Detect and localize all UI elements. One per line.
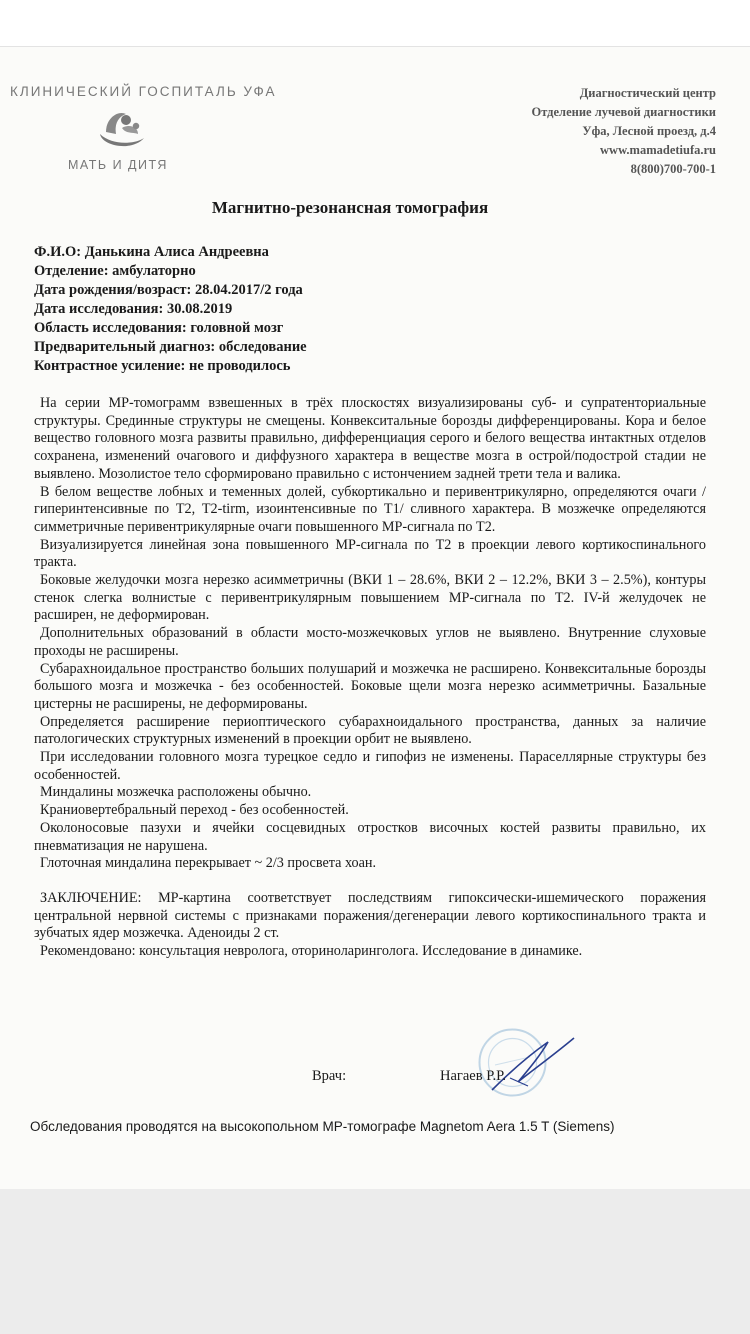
recommendation: Рекомендовано: консультация невролога, оториноларинголога. Исследование в динамике. [40,943,583,960]
finding-paragraph: Глоточная миндалина перекрывает ~ 2/3 просвета хоан. [40,855,377,872]
mother-child-logo-icon [92,104,152,152]
finding-paragraph: Визуализируется линейная зона повышенного МР-сигнала по Т2 в проекции левого кортикоспинального тракта. [34,536,706,571]
finding-paragraph: Миндалины мозжечка расположены обычно. [40,784,312,801]
center-line: Уфа, Лесной проезд, д.4 [582,124,716,138]
center-line: 8(800)700-700-1 [630,162,716,176]
center-line: Отделение лучевой диагностики [531,105,716,119]
finding-paragraph: Определяется расширение периоптического субарахноидального пространства, данных за наличие патологических структурных изменений в проекции орбит не выявлено. [34,713,706,748]
center-line: Диагностический центр [579,86,716,100]
patient-name: Ф.И.О: Данькина Алиса Андреевна [34,244,269,260]
patient-department: Отделение: амбулаторно [34,263,196,279]
patient-info [34,243,307,376]
viewer-background [0,1188,750,1334]
finding-paragraph: Субарахноидальное пространство больших полушарий и мозжечка не расширено. Конвекситальные борозды большого мозга и мозжечка - без особенностей. Боковые щели мозга нерезко асимметричны. Базальные цистерны не расширены, не деформированы. [34,660,706,712]
doctor-label: Врач: [312,1068,347,1084]
conclusion: ЗАКЛЮЧЕНИЕ: МР-картина соответствует последствиям гипоксически-ишемического поражения центральной нервной системы с признаками поражения/дегенерации левого кортикоспинального тракта и зубчатых ядер мозжечка. Аденоиды 2 ст. [34,889,706,942]
document-title: Магнитно-резонансная томография [211,198,489,217]
finding-paragraph: В белом веществе лобных и теменных долей, субкортикально и перивентрикулярно, определяются очаги /гиперинтенсивные по Т2, Т2-tirm, изоинтенсивные по Т1/ сливного характера. В мозжечке определяются симметричные перивентрикулярные очаги повышенного МР-сигнала по Т2. [34,483,706,535]
finding-paragraph: Краниовертебральный переход - без особенностей. [40,802,349,819]
diagnostic-center-info [531,84,716,179]
doctor-name: Нагаев Р.Р. [440,1068,506,1084]
finding-paragraph: На серии МР-томограмм взвешенных в трёх плоскостях визуализированы суб- и супратенториальные структуры. Срединные структуры не смещены. Конвекситальные борозды дифференцированы. Кора и белое вещество головного мозга развиты правильно, дифференциация серого и белого вещества интактных отделов сохранена, изменений очагового и диффузного характера в веществе мозга в острой/подострой стадии не выявлено. Мозолистое тело сформировано правильно с истончением задней трети тела и валика. [34,395,706,482]
exam-date: Дата исследования: 30.08.2019 [34,301,233,317]
contrast-info: Контрастное усиление: не проводилось [34,358,291,374]
clinic-name: КЛИНИЧЕСКИЙ ГОСПИТАЛЬ УФА [10,84,277,99]
equipment-footer: Обследования проводятся на высокопольном МР-томографе Magnetom Aera 1.5 T (Siemens) [30,1119,615,1134]
finding-paragraph: При исследовании головного мозга турецкое седло и гипофиз не изменены. Параселлярные структуры без особенностей. [34,749,706,783]
report-body [34,395,706,961]
center-line: www.mamadetiufa.ru [600,143,716,157]
finding-paragraph: Дополнительных образований в области мосто-мозжечковых углов не выявлено. Внутренние слуховые проходы не расширены. [34,625,706,659]
finding-paragraph: Околоносовые пазухи и ячейки сосцевидных отростков височных костей развиты правильно, их пневматизация не нарушена. [34,819,706,854]
finding-paragraph: Боковые желудочки мозга нерезко асимметричны (ВКИ 1 – 28.6%, ВКИ 2 – 12.2%, ВКИ 3 – 2.5%), контуры стенок слегка волнистые с перивентрикулярным повышением МР-сигнала по Т2. IV-й желудочек не расширен, не деформирован. [34,572,706,624]
top-bar [0,0,750,46]
patient-birth: Дата рождения/возраст: 28.04.2017/2 года [34,282,303,298]
exam-area: Область исследования: головной мозг [34,320,284,336]
logo-subtitle: МАТЬ И ДИТЯ [68,158,168,172]
handwritten-signature-icon [488,1034,578,1096]
preliminary-diagnosis: Предварительный диагноз: обследование [34,339,307,355]
